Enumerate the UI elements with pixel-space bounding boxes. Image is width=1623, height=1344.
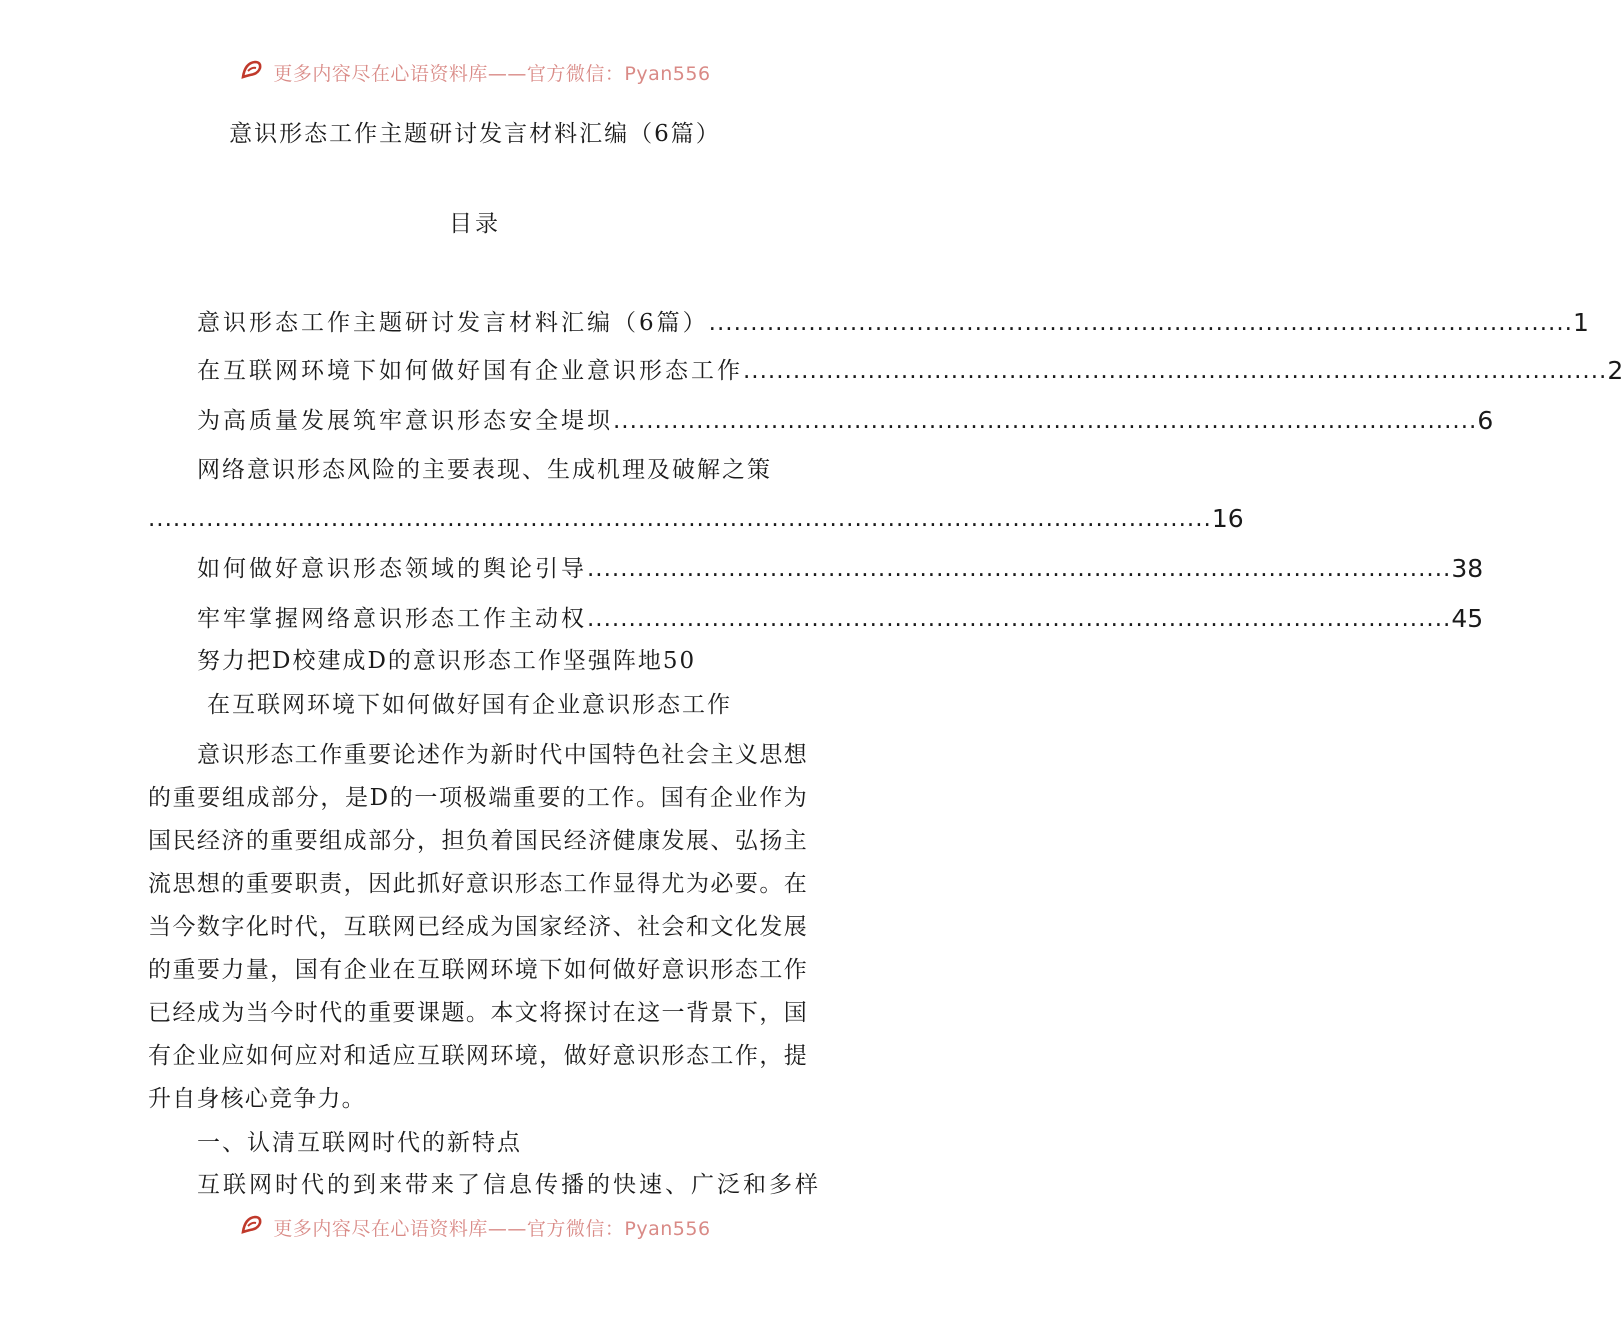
document-title: 意识形态工作主题研讨发言材料汇编（6篇）: [229, 121, 721, 147]
toc-entry[interactable]: [197, 404, 1494, 438]
toc-entry-title: 在互联网环境下如何做好国有企业意识形态工作: [197, 358, 743, 384]
logo-icon: [239, 57, 265, 83]
section-heading: 一、认清互联网时代的新特点: [197, 1130, 522, 1156]
toc-entry-page: 45: [1451, 604, 1484, 633]
toc-leader: ........................................................................................................: [613, 408, 1478, 434]
toc-entry-continuation[interactable]: [148, 502, 1244, 536]
watermark-bottom: [0, 1210, 950, 1240]
toc-entry-page: 2: [1607, 356, 1623, 385]
article-paragraph: 意识形态工作重要论述作为新时代中国特色社会主义思想的重要组成部分，是D的一项极端重要的工作。国有企业作为国民经济的重要组成部分，担负着国民经济健康发展、弘扬主流思想的重要职责，因此抓好意识形态工作显得尤为必要。在当今数字化时代，互联网已经成为国家经济、社会和文化发展的重要力量，国有企业在互联网环境下如何做好意识形态工作已经成为当今时代的重要课题。本文将探讨在这一背景下，国有企业应如何应对和适应互联网环境，做好意识形态工作，提升自身核心竞争力。: [148, 742, 808, 1112]
toc-entry-page: 6: [1477, 406, 1494, 435]
toc-entry-page: 16: [1211, 504, 1244, 533]
article-title: 在互联网环境下如何做好国有企业意识形态工作: [207, 692, 732, 718]
toc-entry-page: 38: [1451, 554, 1484, 583]
watermark-top: [0, 55, 950, 85]
toc-entry-title: 如何做好意识形态领域的舆论引导: [197, 556, 587, 582]
toc-entry[interactable]: [197, 354, 1623, 388]
toc-entry-title[interactable]: 努力把D校建成D的意识形态工作坚强阵地50: [197, 648, 697, 674]
toc-leader: ........................................................................................................: [743, 358, 1608, 384]
toc-heading: 目录: [449, 211, 501, 237]
toc-leader: ........................................................................................................: [587, 606, 1452, 632]
toc-leader: ........................................................................................................: [587, 556, 1452, 582]
toc-entry[interactable]: [197, 552, 1484, 586]
toc-entry[interactable]: [197, 602, 1484, 636]
article-paragraph: 互联网时代的到来带来了信息传播的快速、广泛和多样: [197, 1172, 821, 1198]
watermark-text: 更多内容尽在心语资料库——官方微信：Pyan556: [273, 63, 711, 85]
toc-entry-page: 1: [1573, 308, 1589, 337]
watermark-text: 更多内容尽在心语资料库——官方微信：Pyan556: [273, 1218, 711, 1240]
toc-entry-title: 牢牢掌握网络意识形态工作主动权: [197, 606, 587, 632]
toc-entry-title[interactable]: 网络意识形态风险的主要表现、生成机理及破解之策: [197, 457, 772, 483]
toc-entry-title: 意识形态工作主题研讨发言材料汇编（6篇）: [197, 310, 709, 336]
toc-entry[interactable]: [197, 306, 1589, 340]
toc-leader: ........................................................................................................: [708, 310, 1573, 336]
toc-leader: ................................................................................................................................: [148, 506, 1212, 532]
logo-icon: [239, 1212, 265, 1238]
toc-entry-title: 为高质量发展筑牢意识形态安全堤坝: [197, 408, 613, 434]
